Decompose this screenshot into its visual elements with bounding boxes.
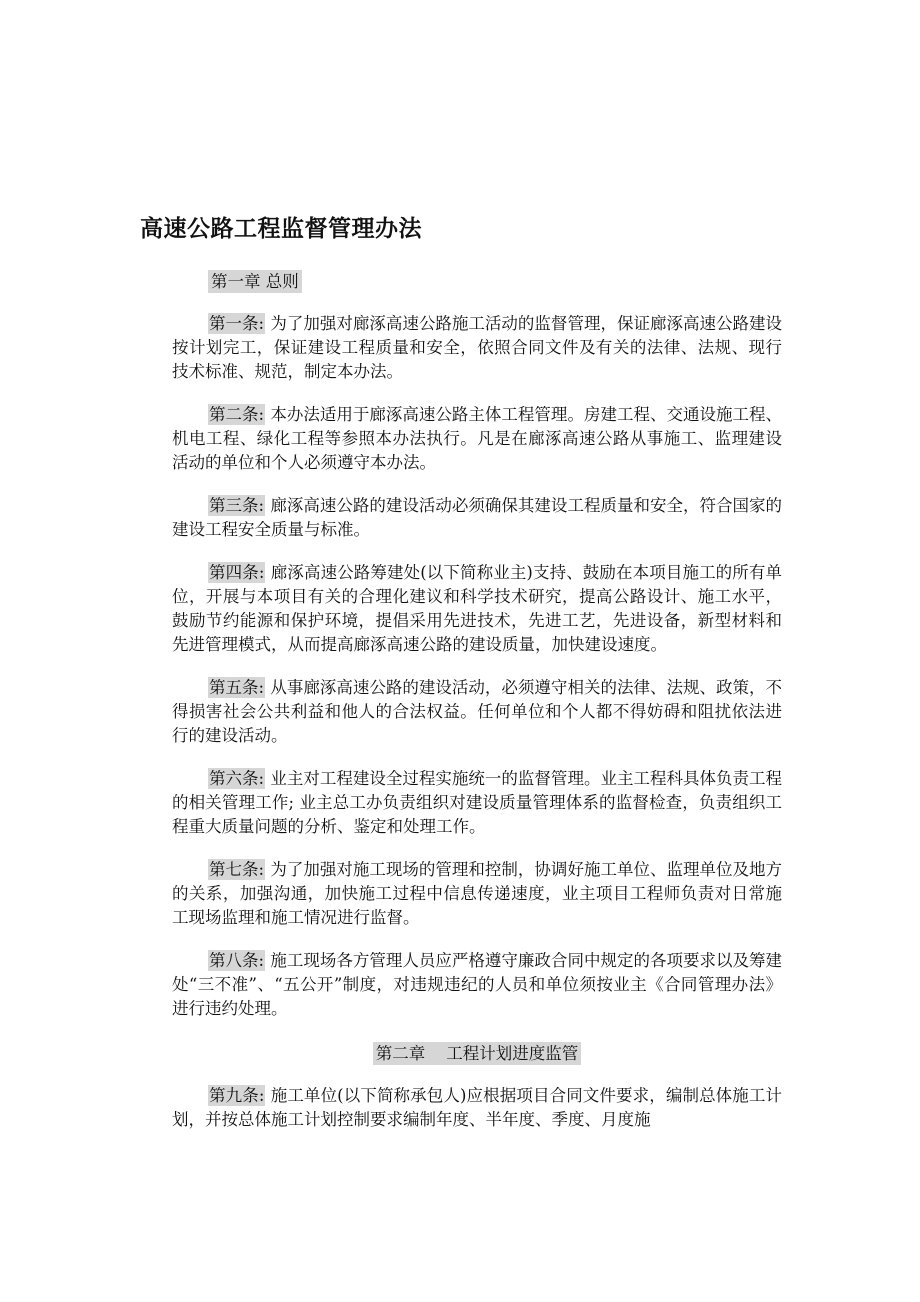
article-text: 廊涿高速公路筹建处(以下简称业主)支持、鼓励在本项目施工的所有单位，开展与本项目有关的合理化建议和科学技术研究，提高公路设计、施工水平，鼓励节约能源和保护环境，提倡采用先进技术，先进工艺，先进设备，新型材料和先进管理模式，从而提高廊涿高速公路的建设质量，加快建设速度。 xyxy=(172,563,783,654)
article xyxy=(172,676,782,748)
chapter-heading xyxy=(172,268,782,296)
chapter-heading-text: 第一章 总则 xyxy=(208,270,302,293)
chapter-heading xyxy=(172,1040,782,1068)
article xyxy=(172,1084,782,1132)
article-label: 第七条: xyxy=(209,860,265,879)
article xyxy=(172,494,782,542)
article-label: 第六条: xyxy=(209,769,265,788)
article-text: 施工现场各方管理人员应严格遵守廉政合同中规定的各项要求以及筹建处“三不准”、“五公开”制度，对违规违纪的人员和单位须按业主《合同管理办法》进行违约处理。 xyxy=(172,951,783,1018)
article-text: 施工单位(以下简称承包人)应根据项目合同文件要求，编制总体施工计划，并按总体施工计划控制要求编制年度、半年度、季度、月度施 xyxy=(172,1086,783,1129)
article-text: 廊涿高速公路的建设活动必须确保其建设工程质量和安全，符合国家的建设工程安全质量与标准。 xyxy=(172,496,783,539)
article-label: 第九条: xyxy=(209,1086,265,1105)
article xyxy=(172,312,782,384)
article xyxy=(172,403,782,475)
article-label: 第五条: xyxy=(209,678,265,697)
article-label: 第八条: xyxy=(209,951,265,970)
article xyxy=(172,949,782,1021)
article-text: 为了加强对施工现场的管理和控制，协调好施工单位、监理单位及地方的关系，加强沟通，加快施工过程中信息传递速度，业主项目工程师负责对日常施工现场监理和施工情况进行监督。 xyxy=(172,860,783,927)
article-text: 从事廊涿高速公路的建设活动，必须遵守相关的法律、法规、政策，不得损害社会公共利益和他人的合法权益。任何单位和个人都不得妨碍和阻扰依法进行的建设活动。 xyxy=(172,678,783,745)
document-body xyxy=(172,268,782,1151)
article xyxy=(172,561,782,657)
chapter-heading-text: 第二章 工程计划进度监管 xyxy=(373,1042,581,1065)
article-label: 第一条: xyxy=(209,314,265,333)
article-text: 为了加强对廊涿高速公路施工活动的监督管理，保证廊涿高速公路建设按计划完工，保证建设工程质量和安全，依照合同文件及有关的法律、法规、现行技术标准、规范，制定本办法。 xyxy=(172,314,783,381)
article-label: 第四条: xyxy=(209,563,265,582)
article-text: 业主对工程建设全过程实施统一的监督管理。业主工程科具体负责工程的相关管理工作; 业主总工办负责组织对建设质量管理体系的监督检查，负责组织工程重大质量问题的分析、鉴定和处理工作。 xyxy=(172,769,783,836)
article xyxy=(172,858,782,930)
document-title: 高速公路工程监督管理办法 xyxy=(140,216,422,242)
article xyxy=(172,767,782,839)
article-label: 第二条: xyxy=(209,405,265,424)
article-label: 第三条: xyxy=(209,496,265,515)
article-text: 本办法适用于廊涿高速公路主体工程管理。房建工程、交通设施工程、机电工程、绿化工程等参照本办法执行。凡是在廊涿高速公路从事施工、监理建设活动的单位和个人必须遵守本办法。 xyxy=(172,405,783,472)
